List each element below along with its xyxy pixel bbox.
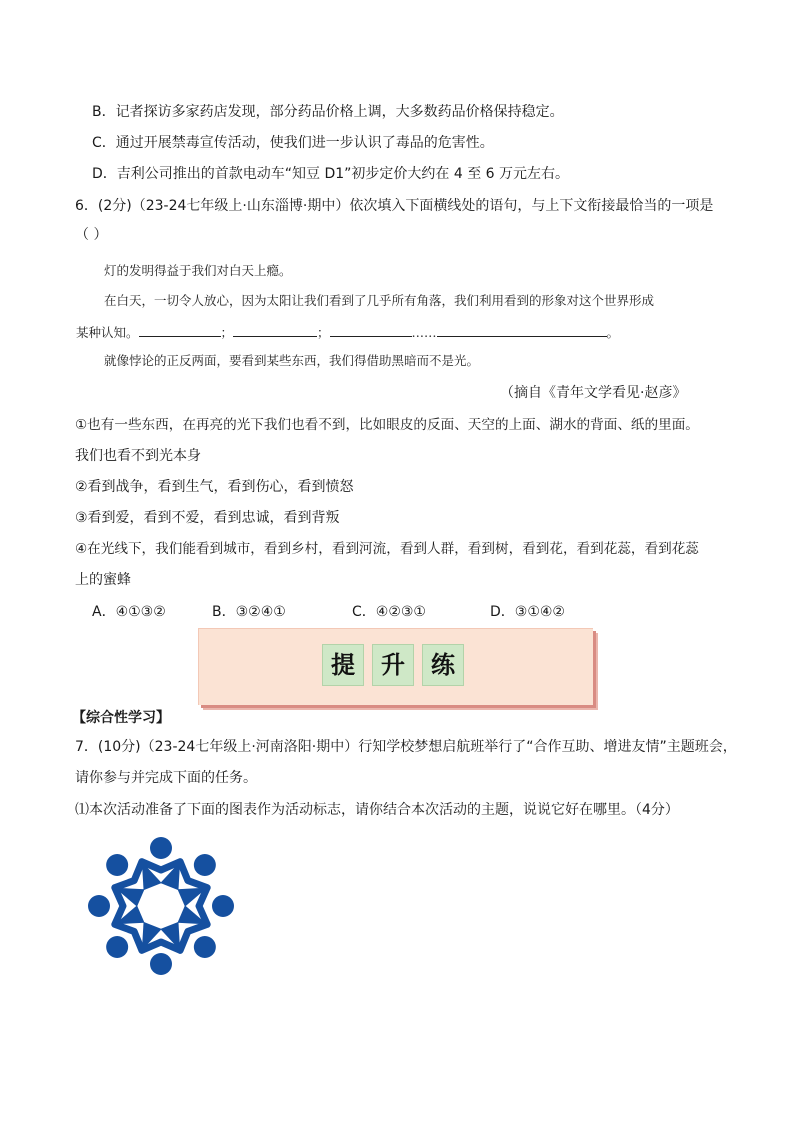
logo-head — [88, 895, 110, 917]
section-banner — [198, 628, 593, 705]
answer-a[interactable]: A．④①③② — [92, 604, 166, 620]
option-d: D．吉利公司推出的首款电动车“知豆 D1”初步定价大约在 4 至 6 万元左右。 — [92, 166, 570, 182]
logo-head — [150, 953, 172, 975]
answer-c[interactable]: C．④②③① — [352, 604, 426, 620]
answer-d[interactable]: D．③①④② — [490, 604, 565, 620]
logo-head — [212, 895, 234, 917]
separator-2: ； — [317, 325, 330, 340]
separator-3: …… — [411, 325, 437, 340]
question-6-stem: 6．(2分)（23-24七年级上·山东淄博·期中）依次填入下面横线处的语句，与上下文衔接最恰当的一项是 — [75, 198, 714, 214]
section-label: 【综合性学习】 — [72, 710, 170, 726]
answer-b[interactable]: B．③②④① — [212, 604, 286, 620]
logo-head — [194, 854, 216, 876]
option-b: B．记者探访多家药店发现，部分药品价格上调，大多数药品价格保持稳定。 — [92, 104, 564, 120]
item-1-line-2: 我们也看不到光本身 — [75, 448, 201, 464]
item-4-line-1: ④在光线下，我们能看到城市，看到乡村，看到河流，看到人群，看到树，看到花，看到花蕊，看到花蕊 — [75, 541, 699, 557]
banner-char-1: 提 — [322, 644, 364, 686]
item-3: ③看到爱，看到不爱，看到忠诚，看到背叛 — [75, 510, 340, 526]
blank-1[interactable] — [139, 322, 221, 337]
banner-char-3: 练 — [422, 644, 464, 686]
blank-3[interactable] — [330, 322, 412, 337]
passage-line-1: 灯的发明得益于我们对白天上瘾。 — [104, 263, 292, 278]
banner-char-2: 升 — [372, 644, 414, 686]
separator-1: ； — [220, 325, 234, 340]
blank-2[interactable] — [233, 322, 317, 337]
passage-line-4: 就像悖论的正反两面，要看到某些东西，我们得借助黑暗而不是光。 — [104, 353, 480, 368]
option-c: C．通过开展禁毒宣传活动，使我们进一步认识了毒品的危害性。 — [92, 135, 494, 151]
logo-head — [106, 936, 128, 958]
item-4-line-2: 上的蜜蜂 — [75, 572, 131, 588]
logo-head — [194, 936, 216, 958]
question-7-stem: 7．(10分)（23-24七年级上·河南洛阳·期中）行知学校梦想启航班举行了“合作互助、增进友情”主题班会， — [75, 739, 737, 755]
passage-source: （摘自《青年文学看见·赵彦》 — [500, 385, 687, 401]
item-1-line-1: ①也有一些东西，在再亮的光下我们也看不到，比如眼皮的反面、天空的上面、湖水的背面、纸的里面。 — [75, 417, 699, 433]
end-mark: 。 — [606, 325, 620, 340]
question-7-stem-line-2: 请你参与并完成下面的任务。 — [75, 770, 257, 786]
answer-options — [92, 602, 565, 622]
item-2: ②看到战争，看到生气，看到伤心，看到愤怒 — [75, 479, 354, 495]
banner-title — [322, 644, 464, 686]
passage-line-3-start: 某种认知。 — [76, 325, 139, 340]
blank-4[interactable] — [437, 322, 607, 337]
passage-line-2: 在白天，一切令人放心，因为太阳让我们看到了几乎所有角落，我们利用看到的形象对这个世界形成 — [104, 293, 655, 308]
logo-head — [150, 837, 172, 859]
question-7-sub-1: ⑴本次活动准备了下面的图表作为活动标志，请你结合本次活动的主题，说说它好在哪里。（4分） — [75, 802, 679, 818]
unity-logo-icon — [86, 836, 236, 976]
question-6-bracket: （ ） — [75, 227, 108, 243]
logo-star-center — [141, 886, 181, 926]
passage-line-3 — [76, 322, 619, 342]
logo-head — [106, 854, 128, 876]
